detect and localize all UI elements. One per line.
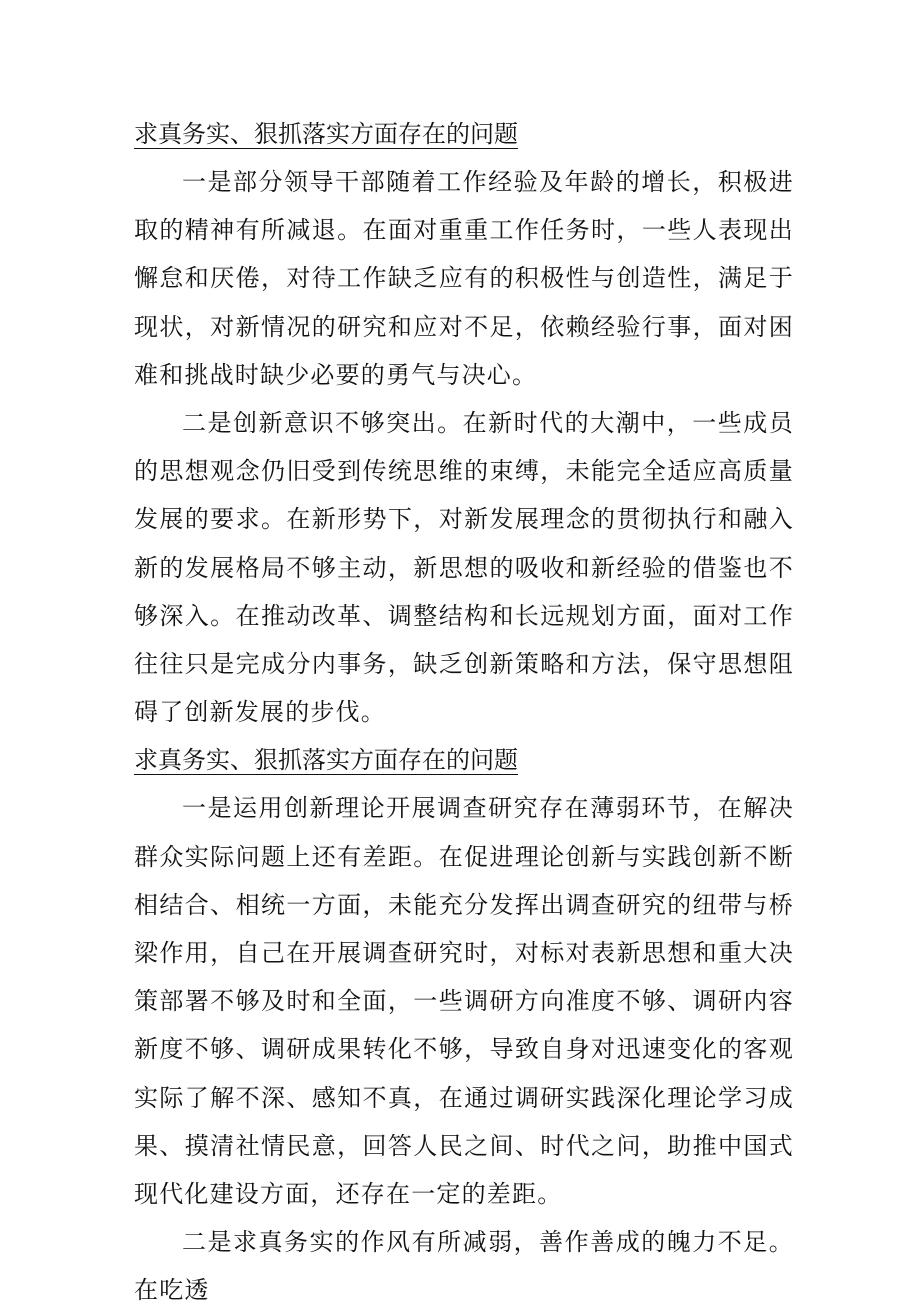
section-1-paragraph-1: 一是部分领导干部随着工作经验及年龄的增长，积极进取的精神有所减退。在面对重重工作任务时，一些人表现出懈怠和厌倦，对待工作缺乏应有的积极性与创造性，满足于现状，对新情况的研究和应对不足，依赖经验行事，面对困难和挑战时缺少必要的勇气与决心。 xyxy=(134,168,794,389)
section-heading-2: 求真务实、狠抓落实方面存在的问题 xyxy=(134,746,518,775)
section-2-paragraph-1: 一是运用创新理论开展调查研究存在薄弱环节，在解决群众实际问题上还有差距。在促进理论创新与实践创新不断相结合、相统一方面，未能充分发挥出调查研究的纽带与桥梁作用，自己在开展调查研究时，对标对表新思想和重大决策部署不够及时和全面，一些调研方向准度不够、调研内容新度不够、调研成果转化不够，导致自身对迅速变化的客观实际了解不深、感知不真，在通过调研实践深化理论学习成果、摸清社情民意，回答人民之间、时代之问，助推中国式现代化建设方面，还存在一定的差距。 xyxy=(134,794,794,1209)
section-1-paragraph-2: 二是创新意识不够突出。在新时代的大潮中，一些成员的思想观念仍旧受到传统思维的束缚，未能完全适应高质量发展的要求。在新形势下，对新发展理念的贯彻执行和融入新的发展格局不够主动，新思想的吸收和新经验的借鉴也不够深入。在推动改革、调整结构和长远规划方面，面对工作往往只是完成分内事务，缺乏创新策略和方法，保守思想阻碍了创新发展的步伐。 xyxy=(134,409,794,727)
section-heading-1: 求真务实、狠抓落实方面存在的问题 xyxy=(134,120,518,148)
section-2-paragraph-2: 二是求真务实的作风有所减弱，善作善成的魄力不足。在吃透 xyxy=(134,1228,794,1305)
document-body xyxy=(134,110,794,1315)
